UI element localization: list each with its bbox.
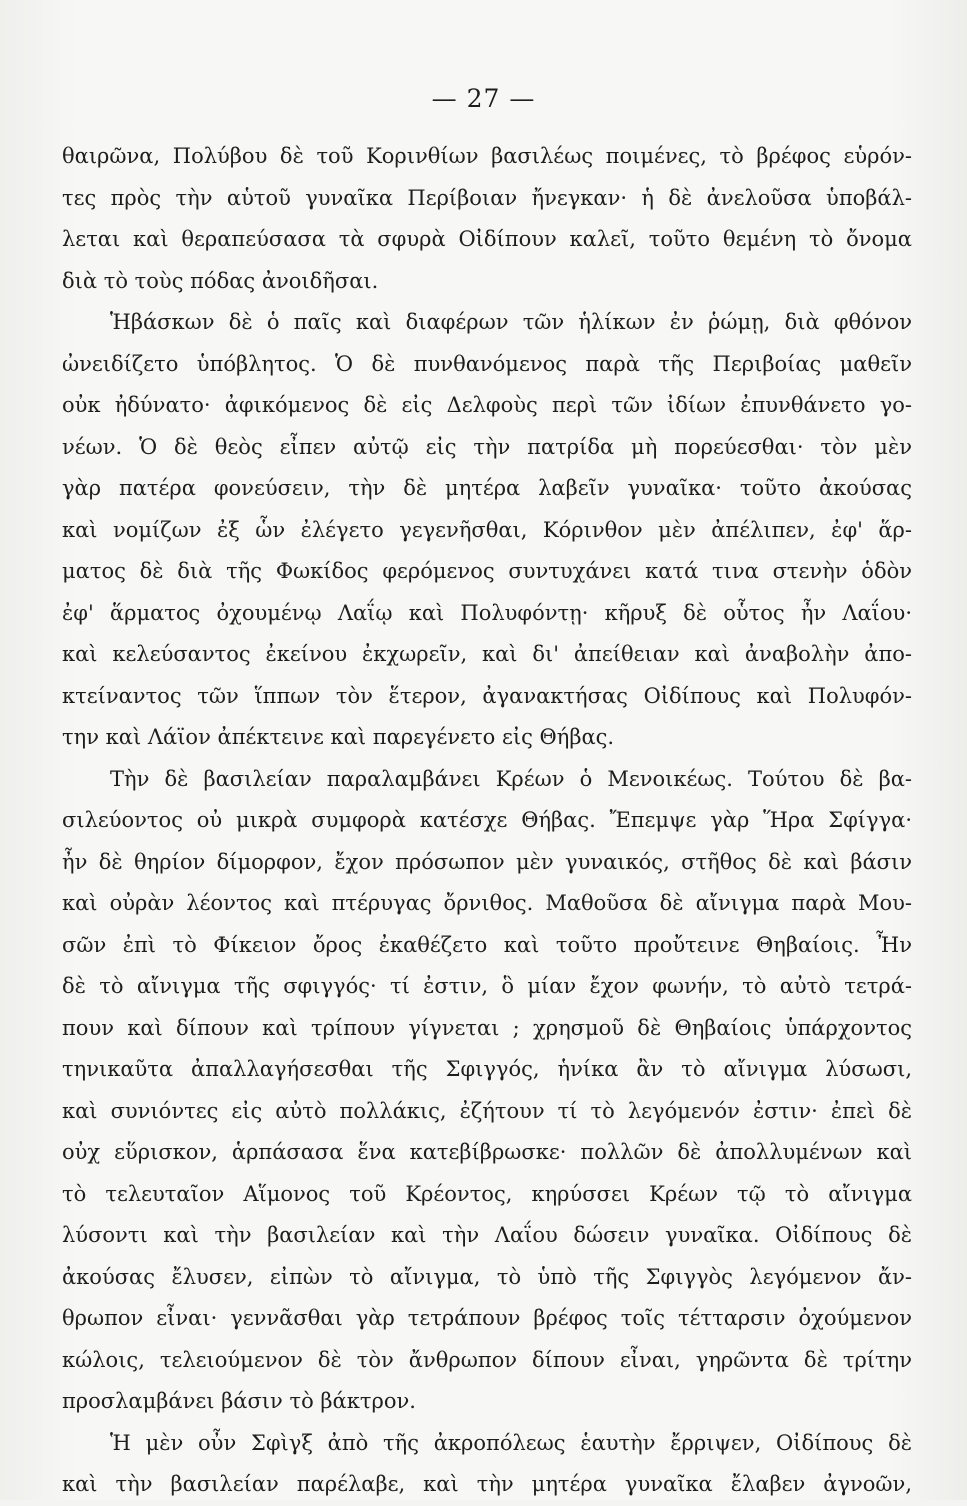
- text-line: γὰρ πατέρα φονεύσειν, τὴν δὲ μητέρα λαβεῖν γυναῖκα· τοῦτο ἀκούσας: [62, 476, 912, 500]
- text-line: ἀκούσας ἔλυσεν, εἰπὼν τὸ αἴνιγμα, τὸ ὑπὸ τῆς Σφιγγὸς λεγόμενον ἄν-: [62, 1264, 912, 1289]
- text-line: τηνικαῦτα ἀπαλλαγήσεσθαι τῆς Σφιγγός, ἡνίκα ἂν τὸ αἴνιγμα λύσωσι,: [62, 1057, 912, 1081]
- text-line: ματος δὲ διὰ τῆς Φωκίδος φερόμενος συντυχάνει κατά τινα στενὴν ὁδὸν: [62, 559, 912, 583]
- text-line: κτείναντος τῶν ἵππων τὸν ἕτερον, ἀγανακτήσας Οἰδίπους καὶ Πολυφόν-: [62, 683, 912, 708]
- text-line: λύσοντι καὶ τὴν βασιλείαν καὶ τὴν Λαΐου δώσειν γυναῖκα. Οἰδίπους δὲ: [62, 1223, 912, 1247]
- text-line: δὲ τὸ αἴνιγμα τῆς σφιγγός· τί ἐστιν, ὃ μίαν ἔχον φωνήν, τὸ αὐτὸ τετρά-: [62, 974, 912, 998]
- text-line: θαιρῶνα, Πολύβου δὲ τοῦ Κορινθίων βασιλέως ποιμένες, τὸ βρέφος εὑρόν-: [62, 144, 912, 168]
- page-number: — 27 —: [431, 84, 536, 113]
- text-line: λεται καὶ θεραπεύσασα τὰ σφυρὰ Οἰδίπουν καλεῖ, τοῦτο θεμένη τὸ ὄνομα: [62, 227, 912, 251]
- text-line: οὐχ εὕρισκον, ἁρπάσασα ἕνα κατεβίβρωσκε· πολλῶν δὲ ἀπολλυμένων καὶ: [62, 1140, 912, 1164]
- text-line: τες πρὸς τὴν αὑτοῦ γυναῖκα Περίβοιαν ἤνεγκαν· ἡ δὲ ἀνελοῦσα ὑποβάλ-: [62, 185, 912, 210]
- text-line: τὸ τελευταῖον Αἵμονος τοῦ Κρέοντος, κηρύσσει Κρέων τῷ τὸ αἴνιγμα: [62, 1181, 912, 1206]
- text-line: Τὴν δὲ βασιλείαν παραλαμβάνει Κρέων ὁ Μενοικέως. Τούτου δὲ βα-: [110, 766, 912, 791]
- text-line: προσλαμβάνει βάσιν τὸ βάκτρον.: [62, 1389, 416, 1413]
- text-line: σιλεύοντος οὐ μικρὰ συμφορὰ κατέσχε Θήβας. Ἔπεμψε γὰρ Ἥρα Σφίγγα·: [62, 808, 912, 832]
- text-line: Ἡβάσκων δὲ ὁ παῖς καὶ διαφέρων τῶν ἡλίκων ἐν ῥώμῃ, διὰ φθόνον: [110, 310, 912, 334]
- text-line: νέων. Ὁ δὲ θεὸς εἶπεν αὐτῷ εἰς τὴν πατρίδα μὴ πορεύεσθαι· τὸν μὲν: [62, 434, 912, 459]
- text-line: καὶ κελεύσαντος ἐκείνου ἐκχωρεῖν, καὶ δι' ἀπείθειαν καὶ ἀναβολὴν ἀπο-: [62, 642, 912, 666]
- body-text: [62, 136, 912, 1506]
- text-line: θρωπον εἶναι· γεννᾶσθαι γὰρ τετράπουν βρέφος τοῖς τέτταρσιν ὀχούμενον: [62, 1306, 912, 1330]
- text-line: ἐφ' ἅρματος ὀχουμένῳ Λαΐῳ καὶ Πολυφόντῃ· κῆρυξ δὲ οὗτος ἦν Λαΐου·: [62, 600, 912, 625]
- text-line: σῶν ἐπὶ τὸ Φίκειον ὄρος ἐκαθέζετο καὶ τοῦτο προὔτεινε Θηβαίοις. Ἦν: [62, 932, 912, 957]
- text-line: πουν καὶ δίπουν καὶ τρίπουν γίγνεται ; χρησμοῦ δὲ Θηβαίοις ὑπάρχοντος: [62, 1015, 912, 1040]
- text-line: καὶ τὴν βασιλείαν παρέλαβε, καὶ τὴν μητέρα γυναῖκα ἔλαβεν ἀγνοῶν,: [62, 1472, 912, 1496]
- text-line: την καὶ Λάϊον ἀπέκτεινε καὶ παρεγένετο εἰς Θήβας.: [62, 725, 615, 749]
- text-line: κώλοις, τελειούμενον δὲ τὸν ἄνθρωπον δίπουν εἶναι, γηρῶντα δὲ τρίτην: [62, 1347, 912, 1372]
- text-line: ὠνειδίζετο ὑπόβλητος. Ὁ δὲ πυνθανόμενος παρὰ τῆς Περιβοίας μαθεῖν: [62, 351, 912, 376]
- text-line: καὶ συνιόντες εἰς αὐτὸ πολλάκις, ἐζήτουν τί τὸ λεγόμενόν ἐστιν· ἐπεὶ δὲ: [62, 1098, 912, 1123]
- text-line: καὶ νομίζων ἐξ ὧν ἐλέγετο γεγενῆσθαι, Κόρινθον μὲν ἀπέλιπεν, ἐφ' ἅρ-: [62, 517, 912, 542]
- text-line: καὶ οὐρὰν λέοντος καὶ πτέρυγας ὄρνιθος. Μαθοῦσα δὲ αἴνιγμα παρὰ Μου-: [62, 891, 912, 915]
- text-line: Ἡ μὲν οὖν Σφὶγξ ἀπὸ τῆς ἀκροπόλεως ἑαυτὴν ἔρριψεν, Οἰδίπους δὲ: [110, 1430, 912, 1455]
- text-line: διὰ τὸ τοὺς πόδας ἀνοιδῆσαι.: [62, 268, 379, 293]
- text-line: ἦν δὲ θηρίον δίμορφον, ἔχον πρόσωπον μὲν γυναικός, στῆθος δὲ καὶ βάσιν: [62, 849, 912, 874]
- text-line: οὐκ ἠδύνατο· ἀφικόμενος δὲ εἰς Δελφοὺς περὶ τῶν ἰδίων ἐπυνθάνετο γο-: [62, 393, 912, 417]
